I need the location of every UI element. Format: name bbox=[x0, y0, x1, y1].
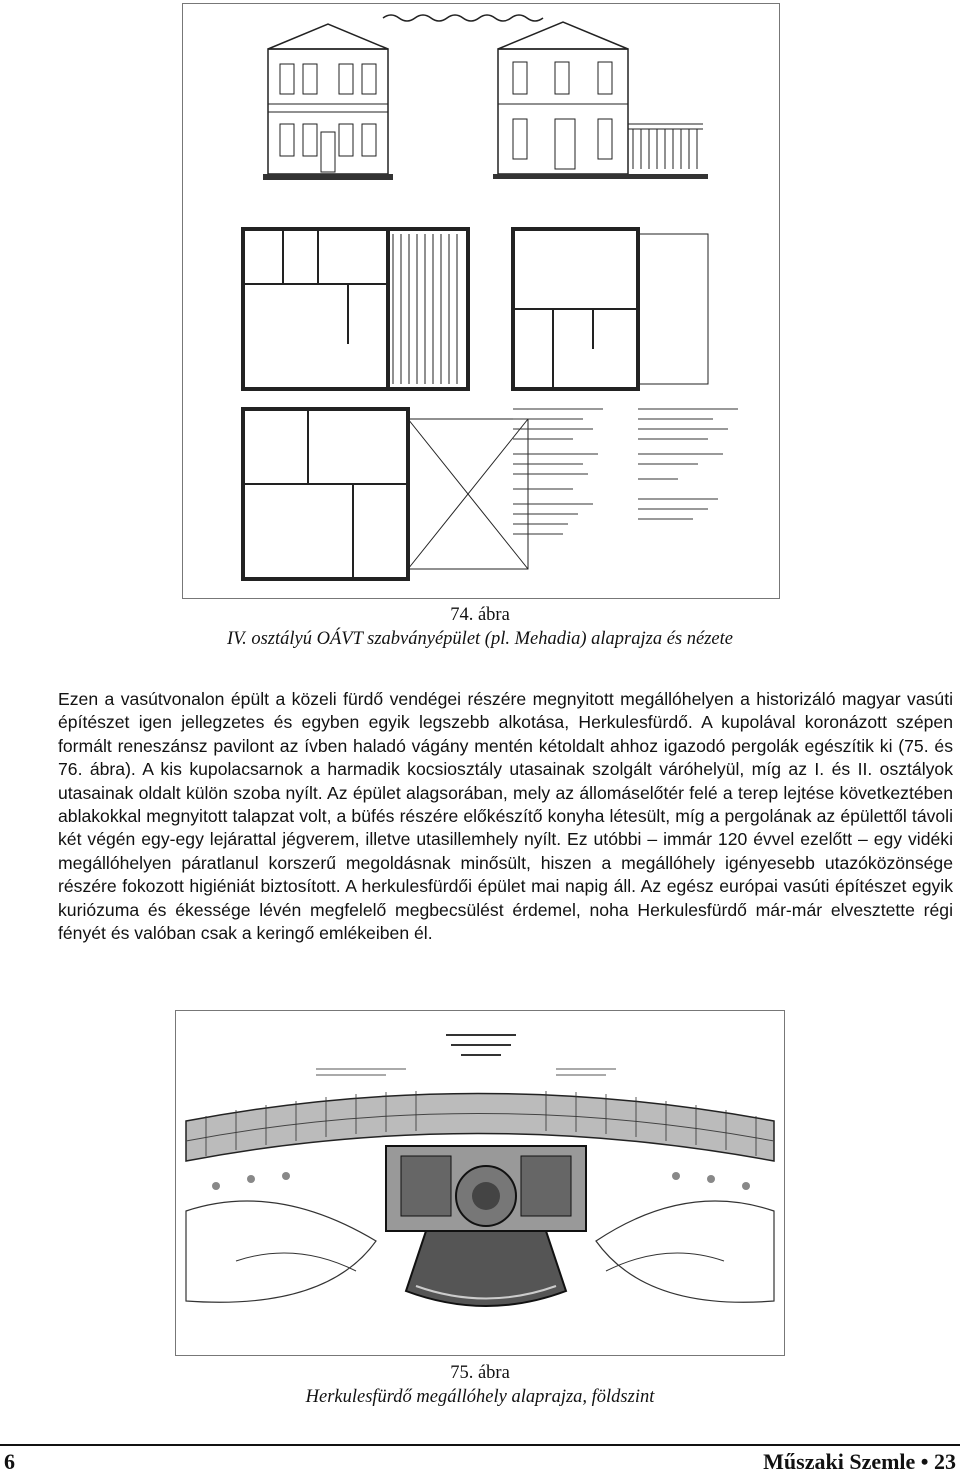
figure-75-number: 75. ábra bbox=[450, 1363, 510, 1383]
figure-74-number: 74. ábra bbox=[450, 605, 510, 625]
journal-name: Műszaki Szemle • 23 bbox=[763, 1449, 956, 1474]
floor-plan-upper-left bbox=[243, 229, 468, 389]
figure-75-caption bbox=[0, 1361, 960, 1409]
footer-rule bbox=[0, 1444, 960, 1446]
figure-74-caption bbox=[0, 603, 960, 651]
figure-74-title: IV. osztályú OÁVT szabványépület (pl. Mehadia) alaprajza és nézete bbox=[227, 629, 733, 649]
building-plan-drawing bbox=[183, 4, 779, 598]
floor-plan-upper-right bbox=[513, 229, 708, 389]
side-elevation bbox=[493, 22, 708, 179]
figure-74-drawing bbox=[182, 3, 780, 599]
article-body bbox=[58, 688, 953, 945]
floor-plan-ground bbox=[243, 409, 528, 579]
figure-75-title: Herkulesfürdő megállóhely alaprajza, földszint bbox=[305, 1387, 655, 1407]
station-building bbox=[386, 1146, 586, 1306]
page-number: 6 bbox=[4, 1449, 15, 1474]
page-footer bbox=[0, 1440, 960, 1478]
figure-75-drawing bbox=[175, 1010, 785, 1356]
plan-legend bbox=[513, 409, 738, 534]
front-elevation bbox=[263, 24, 393, 180]
article-paragraph: Ezen a vasútvonalon épült a közeli fürdő vendégei részére megnyitott megállóhelyen a historizáló magyar vasúti építészet igen jellegzetes és egyben egyik legszebb alkotása, Herkulesfürdő. A kupolával koronázott szépen formált reneszánsz pavilont az ívben haladó vágány mentén kétoldalt ahhoz igazodó pergolák egészítik ki (75. és 76. ábra). A kis kupolacsarnok a harmadik kocsiosztály utasainak szolgált váróhelyül, míg az I. és II. osztályok utasainak oldalt külön szoba nyílt. Az épület alagsorában, mely az állomáselőtér felé a terep lejtése következtében ablakokkal megnyitott talapzat volt, a büfés részére előkészítő konyha létesült, míg a pergolának az épülettől távoli két végén egy-egy lejárattal jégverem, illetve utasillemhely nyílt. Ez utóbbi – immár 120 évvel ezelőtt – egy vidéki megállóhelyen páratlanul korszerű megoldásnak minősült, hiszen a megállóhely igényesebb utazóközönsége részére fokozott higiéniát biztosított. A herkulesfürdői épület mai napig áll. Az egész európai vasúti építészet egyik kuriózuma és ékessége lévén megfelelő megbecsülést érdemel, noha Herkulesfürdő már-már elvesztette régi fényét és valóban csak a keringő emlékeiben él. bbox=[58, 689, 953, 944]
station-ground-plan-drawing bbox=[176, 1011, 784, 1355]
